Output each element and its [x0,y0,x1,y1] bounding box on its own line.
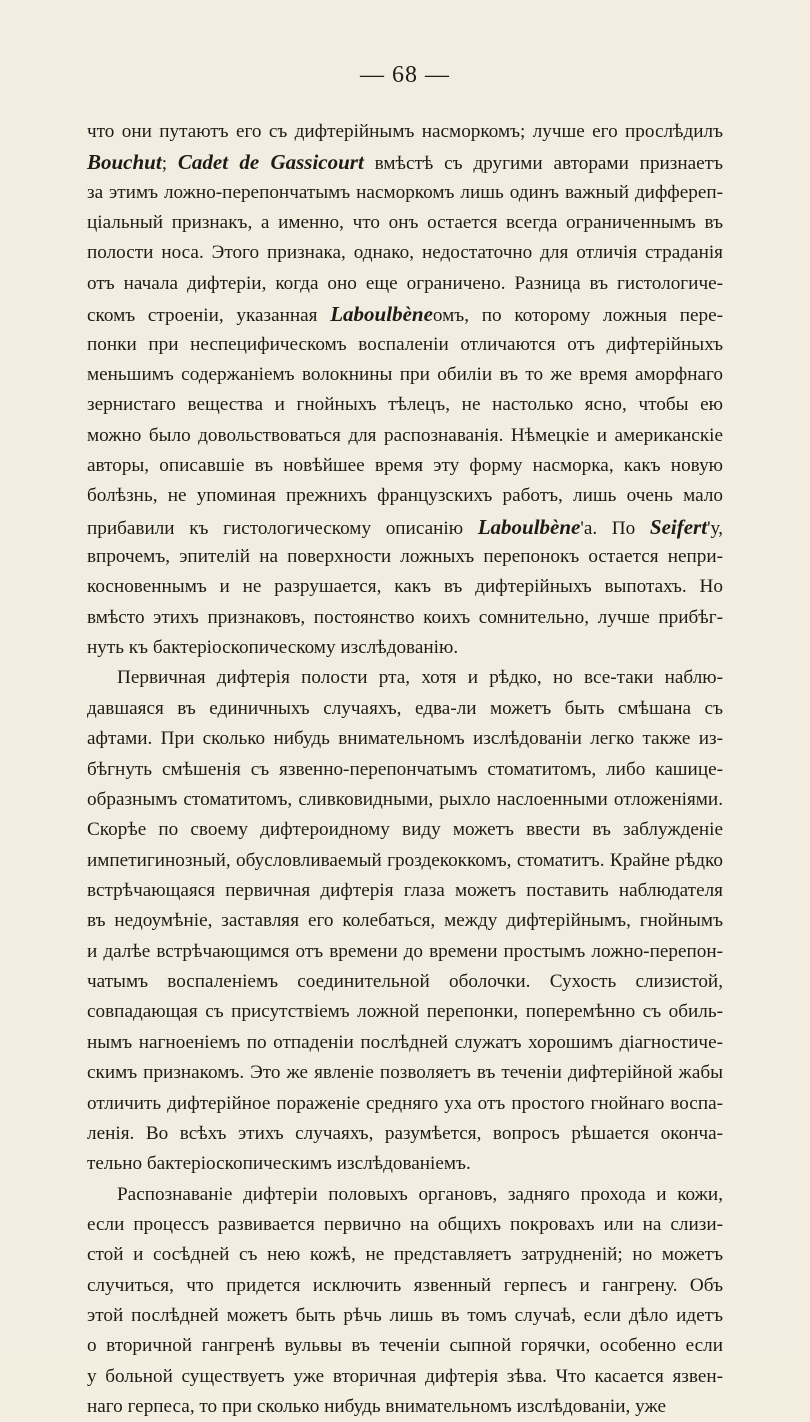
author-name: Cadet de Gassicourt [177,150,364,175]
text-line: Скорѣе по своему дифтероидному виду можетъ ввести въ заблужденіе [87,819,723,841]
text-line: нымъ нагноеніемъ по отпаденіи послѣдней служатъ хорошимъ діагностиче- [87,1031,723,1053]
text-line: о вторичной гангренѣ вульвы въ теченіи сыпной горячки, особенно если [87,1335,723,1357]
text-line: импетигинозный, обусловливаемый гроздекоккомъ, стоматитъ. Крайне рѣдко [87,849,723,871]
author-name: Seifert [649,514,708,539]
text-line: можно было довольствоваться для распознаванія. Нѣмецкіе и американскіе [87,424,723,446]
text-line: что они путаютъ его съ дифтерійнымъ насморкомъ; лучше его прослѣдилъ [87,121,723,142]
text-line: полости носа. Этого признака, однако, недостаточно для отличія страданія [87,242,723,264]
text-line: косновеннымъ и не разрушается, какъ въ дифтерійныхъ выпотахъ. Но [87,576,723,598]
text-line: если процессъ развивается первично на общихъ покровахъ или на слизи- [87,1213,723,1235]
text-line: стой и сосѣдней съ нею кожѣ, не представляетъ затрудненій; но можетъ [87,1244,723,1266]
text-line: нуть къ бактеріоскопическому изслѣдованію. [87,637,459,659]
text-line: ціальный признакъ, а именно, что онъ остается всегда ограниченнымъ въ [87,212,723,234]
text-line: бѣгнуть смѣшенія съ язвенно-перепончатымъ стоматитомъ, либо кашице- [87,758,723,780]
text-line: въ недоумѣніе, заставляя его колебаться, между дифтерійнымъ, гнойнымъ [87,910,723,932]
text-line: образнымъ стоматитомъ, сливковидными, рыхло наслоенными отложеніями. [87,788,723,810]
text-line: давшаяся въ единичныхъ случаяхъ, едва-ли можетъ быть смѣшана съ [87,697,723,719]
text-line: скимъ признакомъ. Это же явленіе позволяетъ въ теченіи дифтерійной жабы [87,1062,723,1084]
text-line: прибавили къ гистологическому описанію Laboulbène'а. По Seifert'у, [87,514,723,539]
text-line: у больной существуетъ уже вторичная дифтерія зѣва. Что касается язвен- [87,1365,723,1387]
author-name: Laboulbène [330,302,433,327]
text-line: этой послѣдней можетъ быть рѣчь лишь въ томъ случаѣ, если дѣло идетъ [87,1305,723,1327]
text-line: авторы, описавшіе въ новѣйшее время эту форму насморка, какъ новую [87,454,723,476]
body-text [87,117,723,1422]
text-line: Первичная дифтерія полости рта, хотя и рѣдко, но все-таки наблю- [117,667,723,689]
text-line: тельно бактеріоскопическимъ изслѣдованіемъ. [87,1153,471,1175]
text-line: болѣзнь, не упоминая прежнихъ французскихъ работъ, лишь очень мало [87,485,723,507]
author-name: Bouchut [87,150,162,175]
text-line: совпадающая съ присутствіемъ ложной перепонки, поперемѣнно съ обиль- [87,1001,723,1023]
text-line: скомъ строеніи, указанная Laboulbèneомъ, по которому ложныя пере- [87,302,724,327]
text-line: Распознаваніе дифтеріи половыхъ органовъ, задняго прохода и кожи, [117,1183,723,1205]
text-line: зернистаго вещества и гнойныхъ тѣлецъ, не настолько ясно, чтобы ею [87,394,723,416]
text-line: понки при неспецифическомъ воспаленіи отличаются отъ дифтерійныхъ [87,333,723,355]
text-line: ленія. Во всѣхъ этихъ случаяхъ, разумѣется, вопросъ рѣшается оконча- [87,1122,723,1144]
text-line: наго герпеса, то при сколько нибудь внимательномъ изслѣдованіи, уже [87,1396,666,1418]
text-line: вмѣсто этихъ признаковъ, постоянство коихъ сомнительно, лучше прибѣг- [87,606,723,628]
text-line: отъ начала дифтеріи, когда оно еще ограничено. Разница въ гистологиче- [87,272,723,294]
text-line: и далѣе встрѣчающимся отъ времени до времени простымъ ложно-перепон- [87,940,723,962]
text-line: за этимъ ложно-перепончатымъ насморкомъ лишь одинъ важный диффереп- [87,181,723,203]
text-line: чатымъ воспаленіемъ соединительной оболочки. Сухость слизистой, [87,971,723,993]
text-line: впрочемъ, эпителій на поверхности ложныхъ перепонокъ остается непри- [87,546,723,568]
text-line: встрѣчающаяся первичная дифтерія глаза можетъ поставить наблюдателя [87,879,723,901]
text-line: отличить дифтерійное пораженіе средняго уха отъ простого гнойнаго воспа- [87,1092,723,1114]
page-number: — 68 — [360,62,450,88]
text-line: меньшимъ содержаніемъ волокнины при обиліи въ то же время аморфнаго [87,363,723,385]
text-line: Bouchut; Cadet de Gassicourt вмѣстѣ съ другими авторами признаетъ [87,150,723,175]
text-line: афтами. При сколько нибудь внимательномъ изслѣдованіи легко также из- [87,728,723,750]
author-name: Laboulbène [477,514,581,539]
text-line: случиться, что придется исключить язвенный герпесъ и гангрену. Объ [87,1274,723,1296]
